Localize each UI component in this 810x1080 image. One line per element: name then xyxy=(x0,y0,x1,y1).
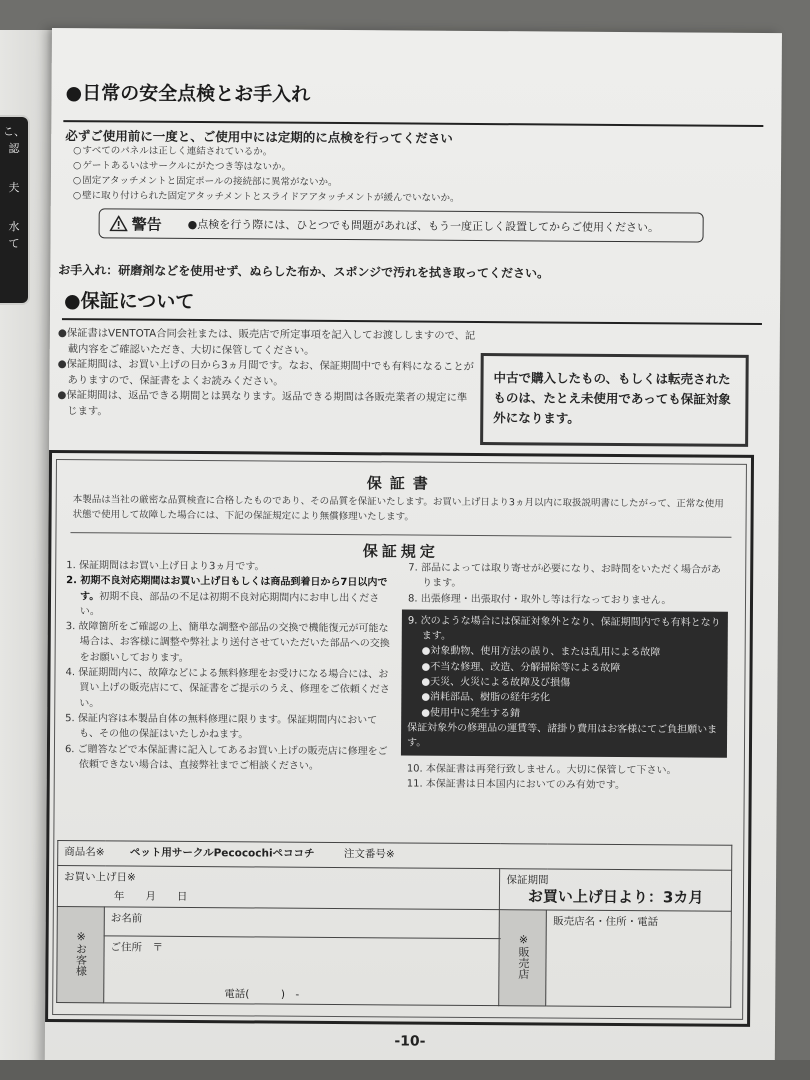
inspection-intro: 必ずご使用前に一度と、ご使用中には定期的に点検を行ってください xyxy=(65,128,453,146)
rule-item: 10. 本保証書は再発行致しません。大切に保管して下さい。 xyxy=(406,763,677,776)
purchase-date-field[interactable] xyxy=(57,866,500,910)
period-label: 保証期間 xyxy=(506,874,549,887)
rule-bold-text: 2. 初期不良対応期間はお買い上げ日もしくは商品到着日から7日以内です。 xyxy=(66,575,388,602)
customer-label: ※お客様 xyxy=(74,929,88,976)
used-product-notice: 中古で購入したもの、もしくは転売されたものは、たとえ未使用であっても保証対象外になります。 xyxy=(480,353,749,447)
rule-item: 6. ご贈答などで本保証書に記入してあるお買い上げの販売店に修理をご依頼できない場合は、直接弊社までご相談ください。 xyxy=(64,743,388,772)
tab-char: 認 xyxy=(8,142,20,155)
warranty-certificate xyxy=(45,450,754,1027)
warning-text: ●点検を行う際には、ひとつでも問題があれば、もう一度正しく設置してからご使用ください。 xyxy=(187,217,660,235)
warning-heading: 警告 xyxy=(131,215,162,234)
shop-info-label: 販売店名・住所・電話 xyxy=(553,915,659,929)
section-divider xyxy=(62,318,762,325)
warranty-bullet: ● 保証期間は、返品できる期間とは異なります。返品できる期間は各販売業者の規定に準じます。 xyxy=(57,388,477,422)
order-number-field[interactable]: 注文番号※ xyxy=(343,848,395,861)
date-units: 年 月 日 xyxy=(113,890,188,903)
rule-item: 8. 出張修理・出張取付・取外し等は行なっておりません。 xyxy=(407,593,672,606)
tab-char: て xyxy=(8,237,20,250)
tab-char: 水 xyxy=(8,220,20,233)
warning-box xyxy=(99,208,704,242)
certificate-frame xyxy=(52,459,747,1020)
inspection-checklist xyxy=(73,143,460,206)
table-surface xyxy=(0,1060,810,1080)
warning-triangle-icon xyxy=(110,215,128,231)
certificate-title: 保証書 xyxy=(366,474,436,493)
exclusion-item: ● 不当な修理、改造、分解掃除等による故障 xyxy=(421,659,721,676)
warranty-form xyxy=(56,840,732,1008)
rule-item: 5. 保証内容は本製品自体の無料修理に限ります。保証期間内においても、その他の保証はいたしかねます。 xyxy=(65,713,378,741)
period-value: お買い上げ日より：3カ月 xyxy=(527,887,704,907)
customer-address-field[interactable] xyxy=(104,936,500,1006)
name-label: お名前 xyxy=(110,912,143,925)
rule-item: 4. 保証期間内に、故障などによる無料修理をお受けになる場合には、お買い上げの販売店にて、保証書をご提示のうえ、修理をご依頼ください。 xyxy=(65,667,390,710)
rule-text: 初期不良、部品の不足は初期不良対応期間内にお申し出ください。 xyxy=(79,590,380,618)
warranty-bullets xyxy=(57,326,478,422)
rules-left-column xyxy=(65,558,396,774)
check-item: ○ ゲートあるいはサークルにがたつき等はないか。 xyxy=(73,158,460,176)
tab-char: 夫 xyxy=(8,181,20,194)
rule-item xyxy=(66,573,396,621)
exclusion-note: 保証対象外の修理品の運賃等、諸掛り費用はお客様にてご負担願います。 xyxy=(406,722,718,749)
rule-item: 9. 次のような場合には保証対象外となり、保証期間内でも有料となります。 xyxy=(407,615,721,642)
rule-item: 1. 保証期間はお買い上げ日より3ヵ月です。 xyxy=(66,560,265,573)
warranty-title: ●保証について xyxy=(64,290,195,313)
warranty-bullet: ● 保証期間は、お買い上げの日から3ヵ月間です。なお、保証期間中でも有料になることがありますので、保証書をよくお読みください。 xyxy=(57,357,477,391)
warning-label xyxy=(110,213,162,234)
certificate-description: 本製品は当社の厳密な品質検査に合格したものであり、その品質を保証いたします。お買い上げ日より3ヵ月以内に取扱説明書にしたがって、正常な使用状態で使用して故障した場合には、下記の保証規定により無償修理いたします。 xyxy=(72,494,724,523)
left-page-tab xyxy=(0,115,30,305)
rule-item: 11. 本保証書は日本国内においてのみ有効です。 xyxy=(406,778,626,791)
rule-item: 3. 故障箇所をご確認の上、簡単な調整や部品の交換で機能復元が可能な場合は、お客様に調整や弊社より送付させていただいた部品への交換をお願いしております。 xyxy=(65,621,390,664)
phone-field[interactable]: 電話( ) - xyxy=(224,988,300,1001)
rules-title: 保証規定 xyxy=(362,542,439,561)
exclusion-item: ● 使用中に発生する錆 xyxy=(421,705,721,722)
warranty-bullet: ● 保証書はVENTOTA合同会社または、販売店で所定事項を記入してお渡ししますので、記載内容をご確認いただき、大切に保管してください。 xyxy=(58,326,478,360)
shop-label: ※販売店 xyxy=(516,932,531,979)
address-label: ご住所 〒 xyxy=(110,941,164,954)
product-label: 商品名※ xyxy=(64,846,105,859)
manual-page xyxy=(45,28,782,1073)
exclusion-item: ● 対象動物、使用方法の誤り、または乱用による故障 xyxy=(422,644,722,661)
rules-right-column xyxy=(407,561,729,794)
purchase-date-label: お買い上げ日※ xyxy=(64,871,136,884)
check-item: ○ すべてのパネルは正しく連結されているか。 xyxy=(73,143,460,161)
product-name: ペット用サークルPecocochiペココチ xyxy=(129,846,315,860)
care-instructions: お手入れ：研磨剤などを使用せず、ぬらした布か、スポンジで汚れを拭き取ってください。 xyxy=(58,263,550,281)
rule-item: 7. 部品によっては取り寄せが必要になり、お時間をいただく場合があります。 xyxy=(408,562,722,590)
check-item: ○ 壁に取り付けられた固定アタッチメントとスライドアアタッチメントが緩んでいないか。 xyxy=(73,188,460,206)
check-item: ○ 固定アタッチメントと固定ポールの接続部に異常がないか。 xyxy=(73,173,460,191)
certificate-divider xyxy=(70,532,731,538)
shop-header xyxy=(499,910,547,1006)
exclusions-box xyxy=(401,609,728,757)
shop-info-field[interactable] xyxy=(546,910,731,1007)
warranty-period-cell xyxy=(500,869,732,912)
customer-header xyxy=(57,907,105,1003)
page-number: -10- xyxy=(394,1033,426,1050)
tab-char: こ、 xyxy=(3,125,25,138)
exclusion-item: ● 天災、火災による故障及び損傷 xyxy=(421,675,721,692)
customer-name-field[interactable] xyxy=(104,907,500,939)
exclusion-list xyxy=(407,644,722,723)
inspection-title: ●日常の安全点検とお手入れ xyxy=(65,82,311,106)
exclusion-item: ● 消耗部品、樹脂の経年劣化 xyxy=(421,690,721,707)
